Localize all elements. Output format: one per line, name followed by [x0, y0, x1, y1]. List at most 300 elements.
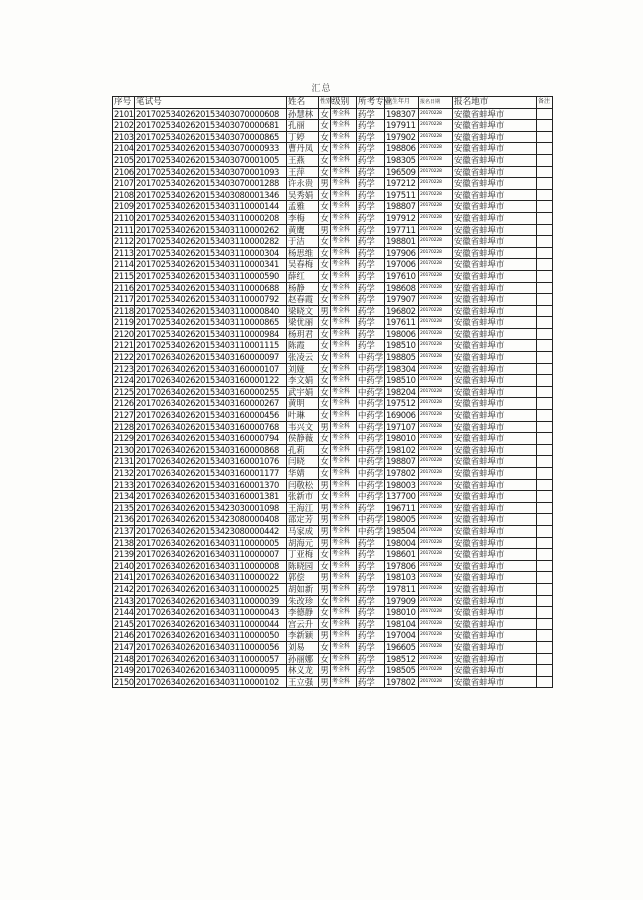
cell-birth: 198005: [385, 514, 419, 526]
cell-city: 安徽省蚌埠市: [453, 212, 537, 224]
cell-birth: 198003: [385, 479, 419, 491]
cell-level: 考全科: [331, 549, 357, 561]
cell-gender: 女: [320, 270, 329, 281]
cell-major: 中药学: [358, 456, 384, 467]
cell-gender: 女: [320, 282, 329, 293]
cell-gender: 女: [320, 340, 329, 351]
cell-index: 2130: [114, 444, 134, 455]
cell-level: 考全科: [331, 108, 357, 120]
cell-reg-date: 20170228: [419, 676, 453, 688]
cell-gender: 男: [320, 224, 329, 235]
cell-index: 2140: [114, 560, 134, 571]
cell-exam-number: 20170263402620163403110000057: [135, 653, 287, 665]
cell-index: 2102: [114, 120, 134, 131]
cell-birth: 197802: [385, 676, 419, 688]
cell-name: 于洁: [287, 236, 319, 248]
cell-gender: 女: [320, 352, 329, 363]
cell-level: 考全科: [331, 352, 357, 364]
cell-birth: 198801: [385, 236, 419, 248]
cell-exam-number: 20170263402620163403110000025: [135, 583, 287, 595]
cell-exam-number: 20170263402620153403160001177: [135, 468, 287, 480]
cell-name: 闫敬松: [287, 479, 319, 491]
cell-birth: 196711: [385, 502, 419, 514]
table-row: [113, 352, 553, 364]
cell-gender: 男: [320, 305, 329, 316]
cell-gender: 女: [320, 294, 329, 305]
cell-remark: [537, 468, 553, 480]
cell-remark: [537, 386, 553, 398]
cell-city: 安徽省蚌埠市: [453, 352, 537, 364]
cell-gender: 女: [320, 363, 329, 374]
cell-name: 许永贵: [287, 178, 319, 190]
cell-gender: 女: [320, 618, 329, 629]
cell-birth: 198807: [385, 201, 419, 213]
cell-gender: 女: [320, 375, 329, 386]
cell-major: 药学: [357, 178, 385, 190]
cell-exam-number: 20170253402620153403070000933: [135, 143, 287, 155]
cell-reg-date: 20170228: [419, 328, 453, 340]
cell-major: 中药学: [358, 398, 384, 409]
cell-exam-number: 20170253402620153403110000590: [135, 270, 287, 282]
cell-level: 考全科: [331, 201, 357, 213]
cell-major: 药学: [357, 143, 385, 155]
cell-city: 安徽省蚌埠市: [453, 120, 537, 132]
cell-city: 安徽省蚌埠市: [453, 421, 537, 433]
cell-gender: 女: [320, 201, 329, 212]
cell-major: 药学: [357, 317, 385, 329]
cell-level: 考全科: [331, 375, 357, 387]
cell-level: 考全科: [331, 456, 357, 468]
cell-major: 药学: [357, 305, 385, 317]
cell-city: 安徽省蚌埠市: [453, 224, 537, 236]
cell-birth: 198307: [385, 108, 419, 120]
cell-index: 2139: [114, 549, 134, 560]
cell-gender: 女: [320, 595, 329, 606]
cell-name: 陈晓园: [287, 560, 319, 572]
cell-level: 考全科: [331, 502, 357, 514]
cell-birth: 198601: [385, 549, 419, 561]
cell-gender: 女: [320, 236, 329, 247]
cell-reg-date: 20170228: [419, 224, 453, 236]
cell-reg-date: 20170228: [419, 386, 453, 398]
cell-exam-number: 20170263402620163403110000007: [135, 549, 287, 561]
cell-birth: 198807: [385, 456, 419, 468]
cell-level: 考全科: [331, 270, 357, 282]
cell-index: 2131: [114, 456, 134, 467]
cell-birth: 197004: [385, 630, 419, 642]
cell-exam-number: 20170263402620153403160000456: [135, 410, 287, 422]
table-row: [113, 630, 553, 642]
cell-index: 2110: [114, 212, 134, 223]
cell-name: 薛红: [287, 270, 319, 282]
cell-reg-date: 20170228: [419, 143, 453, 155]
cell-reg-date: 20170228: [419, 352, 453, 364]
cell-major: 药学: [357, 131, 385, 143]
cell-index: 2113: [114, 247, 134, 258]
table-row: [113, 236, 553, 248]
cell-reg-date: 20170228: [419, 317, 453, 329]
cell-remark: [537, 537, 553, 549]
cell-index: 2117: [114, 294, 134, 305]
cell-gender: 男: [320, 537, 329, 548]
cell-index: 2137: [114, 525, 134, 536]
cell-gender: 女: [320, 549, 329, 560]
cell-exam-number: 20170263402620153423080000442: [135, 525, 287, 537]
cell-city: 安徽省蚌埠市: [453, 398, 537, 410]
cell-city: 安徽省蚌埠市: [453, 166, 537, 178]
cell-gender: 女: [320, 410, 329, 421]
cell-birth: 198608: [385, 282, 419, 294]
cell-birth: 198104: [385, 618, 419, 630]
cell-exam-number: 20170263402620153403160000255: [135, 386, 287, 398]
cell-reg-date: 20170228: [419, 340, 453, 352]
cell-index: 2133: [114, 479, 134, 490]
cell-major: 药学: [357, 340, 385, 352]
cell-level: 考全科: [331, 398, 357, 410]
cell-index: 2111: [114, 224, 134, 235]
cell-city: 安徽省蚌埠市: [453, 618, 537, 630]
cell-exam-number: 20170253402620153403070000681: [135, 120, 287, 132]
cell-city: 安徽省蚌埠市: [453, 630, 537, 642]
cell-city: 安徽省蚌埠市: [453, 502, 537, 514]
cell-city: 安徽省蚌埠市: [453, 247, 537, 259]
cell-level: 考全科: [331, 340, 357, 352]
cell-city: 安徽省蚌埠市: [453, 456, 537, 468]
cell-reg-date: 20170228: [419, 479, 453, 491]
cell-remark: [537, 166, 553, 178]
cell-name: 王海江: [287, 502, 319, 514]
cell-name: 刘娅: [287, 363, 319, 375]
cell-name: 杨玥君: [287, 328, 319, 340]
cell-major: 中药学: [358, 410, 384, 421]
cell-exam-number: 20170263402620153403160000097: [135, 352, 287, 364]
cell-level: 考全科: [331, 444, 357, 456]
cell-birth: 198512: [385, 653, 419, 665]
cell-name: 朱改珍: [287, 595, 319, 607]
cell-name: 孔丽: [287, 120, 319, 132]
cell-reg-date: 20170228: [419, 154, 453, 166]
cell-exam-number: 20170263402620153403160001381: [135, 491, 287, 503]
cell-major: 药学: [357, 630, 385, 642]
cell-birth: 198004: [385, 537, 419, 549]
cell-reg-date: 20170228: [419, 166, 453, 178]
cell-exam-number: 20170253402620153403110000304: [135, 247, 287, 259]
table-row: [113, 340, 553, 352]
page-title: 汇总: [311, 84, 332, 94]
cell-index: 2115: [114, 270, 134, 281]
cell-reg-date: 20170228: [419, 595, 453, 607]
cell-reg-date: 20170228: [419, 630, 453, 642]
cell-remark: [537, 363, 553, 375]
cell-city: 安徽省蚌埠市: [453, 340, 537, 352]
cell-remark: [537, 676, 553, 688]
cell-remark: [537, 270, 553, 282]
cell-birth: 196802: [385, 305, 419, 317]
cell-major: 药学: [357, 259, 385, 271]
cell-birth: 197806: [385, 560, 419, 572]
cell-level: 考全科: [331, 386, 357, 398]
cell-exam-number: 20170263402620163403110000056: [135, 641, 287, 653]
cell-birth: 197610: [385, 270, 419, 282]
cell-major: 药学: [357, 154, 385, 166]
cell-name: 孙慧林: [287, 108, 319, 120]
table-row: [113, 514, 553, 526]
cell-reg-date: 20170228: [419, 607, 453, 619]
cell-level: 考全科: [331, 491, 357, 503]
header-name: 姓名: [287, 97, 319, 109]
cell-name: 马家成: [287, 525, 319, 537]
cell-major: 药学: [357, 537, 385, 549]
header-index: 序号: [113, 97, 135, 109]
cell-index: 2125: [114, 386, 134, 397]
cell-birth: 197212: [385, 178, 419, 190]
cell-gender: 男: [320, 421, 329, 432]
cell-exam-number: 20170253402620153403110000208: [135, 212, 287, 224]
cell-city: 安徽省蚌埠市: [453, 479, 537, 491]
cell-major: 中药学: [358, 352, 384, 363]
cell-gender: 男: [320, 665, 329, 676]
cell-city: 安徽省蚌埠市: [453, 444, 537, 456]
cell-birth: 197711: [385, 224, 419, 236]
cell-exam-number: 20170263402620163403110000005: [135, 537, 287, 549]
cell-name: 华婧: [287, 468, 319, 480]
cell-gender: 男: [320, 479, 329, 490]
cell-major: 中药学: [358, 363, 384, 374]
cell-major: 药学: [357, 560, 385, 572]
cell-level: 考全科: [331, 653, 357, 665]
cell-level: 考全科: [331, 560, 357, 572]
cell-major: 药学: [357, 595, 385, 607]
cell-reg-date: 20170228: [419, 583, 453, 595]
roster-table: [112, 96, 553, 688]
cell-level: 考全科: [331, 189, 357, 201]
cell-remark: [537, 189, 553, 201]
cell-city: 安徽省蚌埠市: [453, 537, 537, 549]
cell-remark: [537, 178, 553, 190]
table-row: [113, 572, 553, 584]
cell-remark: [537, 572, 553, 584]
cell-index: 2132: [114, 468, 134, 478]
cell-remark: [537, 595, 553, 607]
cell-gender: 女: [320, 328, 329, 339]
cell-gender: 女: [320, 143, 329, 154]
table-row: [113, 247, 553, 259]
table-row: [113, 108, 553, 120]
cell-index: 2129: [114, 433, 134, 444]
cell-gender: 女: [320, 120, 329, 131]
cell-exam-number: 20170263402620153423030001098: [135, 502, 287, 514]
cell-gender: 女: [320, 189, 329, 200]
cell-exam-number: 20170253402620153403070001093: [135, 166, 287, 178]
cell-remark: [537, 421, 553, 433]
cell-city: 安徽省蚌埠市: [453, 259, 537, 271]
cell-level: 考全科: [331, 328, 357, 340]
cell-name: 黄鹰: [287, 224, 319, 236]
cell-name: 叶琳: [287, 410, 319, 422]
cell-name: 孔莉: [287, 444, 319, 456]
cell-reg-date: 20170228: [419, 305, 453, 317]
cell-name: 吴秀娟: [287, 189, 319, 201]
cell-level: 考全科: [331, 479, 357, 491]
cell-remark: [537, 456, 553, 468]
table-row: [113, 189, 553, 201]
table-row: [113, 549, 553, 561]
cell-remark: [537, 583, 553, 595]
cell-index: 2149: [114, 665, 134, 676]
cell-level: 考全科: [331, 537, 357, 549]
cell-gender: 男: [320, 630, 329, 641]
cell-level: 考全科: [331, 676, 357, 688]
cell-reg-date: 20170228: [419, 259, 453, 271]
cell-remark: [537, 247, 553, 259]
cell-remark: [537, 491, 553, 503]
cell-exam-number: 20170253402620153403110000262: [135, 224, 287, 236]
cell-major: 药学: [357, 502, 385, 514]
cell-name: 李新颖: [287, 630, 319, 642]
cell-gender: 女: [320, 154, 329, 165]
cell-level: 考全科: [331, 212, 357, 224]
cell-reg-date: 20170228: [419, 618, 453, 630]
cell-major: 中药学: [358, 491, 384, 502]
cell-name: 杨静: [287, 282, 319, 294]
cell-birth: 198304: [385, 363, 419, 375]
cell-level: 考全科: [331, 305, 357, 317]
table-row: [113, 433, 553, 445]
cell-major: 中药学: [358, 468, 384, 478]
table-row: [113, 665, 553, 677]
cell-major: 药学: [357, 665, 385, 677]
cell-index: 2120: [114, 328, 134, 339]
cell-gender: 女: [320, 259, 329, 270]
cell-index: 2106: [114, 166, 134, 177]
cell-reg-date: 20170228: [419, 641, 453, 653]
cell-birth: 198510: [385, 340, 419, 352]
cell-level: 考全科: [331, 131, 357, 143]
cell-city: 安徽省蚌埠市: [453, 108, 537, 120]
cell-remark: [537, 340, 553, 352]
cell-major: 药学: [357, 328, 385, 340]
table-row: [113, 653, 553, 665]
table-row: [113, 212, 553, 224]
table-row: [113, 583, 553, 595]
cell-exam-number: 20170263402620153403160000868: [135, 444, 287, 456]
cell-reg-date: 20170228: [419, 537, 453, 549]
cell-city: 安徽省蚌埠市: [453, 375, 537, 387]
header-remark: 备注: [537, 97, 553, 109]
cell-reg-date: 20170228: [419, 549, 453, 561]
cell-major: 药学: [357, 166, 385, 178]
cell-exam-number: 20170253402620153403110000984: [135, 328, 287, 340]
cell-major: 药学: [357, 212, 385, 224]
table-header-row: [113, 97, 553, 109]
cell-exam-number: 20170263402620163403110000008: [135, 560, 287, 572]
cell-gender: 女: [320, 468, 329, 478]
cell-gender: 男: [320, 583, 329, 594]
cell-city: 安徽省蚌埠市: [453, 189, 537, 201]
cell-name: 韦兴文: [287, 421, 319, 433]
cell-reg-date: 20170228: [419, 502, 453, 514]
table-row: [113, 421, 553, 433]
cell-remark: [537, 525, 553, 537]
cell-reg-date: 20170228: [419, 514, 453, 526]
cell-birth: 198510: [385, 375, 419, 387]
cell-index: 2126: [114, 398, 134, 409]
cell-birth: 197906: [385, 247, 419, 259]
cell-index: 2145: [114, 618, 134, 629]
cell-remark: [537, 618, 553, 630]
cell-level: 考全科: [331, 607, 357, 619]
cell-major: 中药学: [358, 444, 384, 455]
cell-gender: 男: [320, 514, 329, 525]
cell-exam-number: 20170263402620153403160000122: [135, 375, 287, 387]
cell-gender: 女: [320, 108, 329, 119]
cell-remark: [537, 282, 553, 294]
cell-birth: 197912: [385, 212, 419, 224]
cell-major: 中药学: [358, 479, 384, 490]
cell-gender: 男: [320, 676, 329, 687]
cell-index: 2144: [114, 607, 134, 618]
cell-exam-number: 20170253402620153403110000688: [135, 282, 287, 294]
cell-city: 安徽省蚌埠市: [453, 143, 537, 155]
cell-name: 李德静: [287, 607, 319, 619]
cell-gender: 女: [320, 653, 329, 664]
table-row: [113, 178, 553, 190]
cell-name: 孟雅: [287, 201, 319, 213]
cell-index: 2101: [114, 108, 134, 119]
cell-level: 考全科: [331, 282, 357, 294]
cell-city: 安徽省蚌埠市: [453, 131, 537, 143]
cell-name: 王燕: [287, 154, 319, 166]
table-row: [113, 131, 553, 143]
cell-remark: [537, 201, 553, 213]
cell-level: 考全科: [331, 665, 357, 677]
cell-level: 考全科: [331, 247, 357, 259]
table-row: [113, 375, 553, 387]
cell-name: 郭偿: [287, 572, 319, 584]
cell-major: 中药学: [358, 433, 384, 444]
cell-reg-date: 20170228: [419, 236, 453, 248]
cell-major: 中药学: [358, 514, 384, 525]
cell-exam-number: 20170253402620153403110001115: [135, 340, 287, 352]
cell-exam-number: 20170253402620153403110000341: [135, 259, 287, 271]
cell-city: 安徽省蚌埠市: [453, 410, 537, 422]
table-row: [113, 560, 553, 572]
cell-index: 2104: [114, 143, 134, 154]
cell-remark: [537, 560, 553, 572]
cell-exam-number: 20170263402620153403160000768: [135, 421, 287, 433]
cell-city: 安徽省蚌埠市: [453, 549, 537, 561]
cell-city: 安徽省蚌埠市: [453, 468, 537, 480]
cell-remark: [537, 236, 553, 248]
cell-reg-date: 20170228: [419, 178, 453, 190]
cell-city: 安徽省蚌埠市: [453, 525, 537, 537]
table-row: [113, 363, 553, 375]
cell-remark: [537, 120, 553, 132]
cell-remark: [537, 259, 553, 271]
cell-major: 药学: [357, 583, 385, 595]
cell-reg-date: 20170228: [419, 525, 453, 537]
cell-birth: 198010: [385, 607, 419, 619]
table-row: [113, 294, 553, 306]
table-row: [113, 328, 553, 340]
cell-remark: [537, 294, 553, 306]
table-row: [113, 468, 553, 480]
cell-exam-number: 20170263402620153403160000794: [135, 433, 287, 445]
cell-name: 梁晓文: [287, 305, 319, 317]
cell-index: 2134: [114, 491, 134, 502]
cell-major: 药学: [357, 108, 385, 120]
cell-reg-date: 20170228: [419, 572, 453, 584]
